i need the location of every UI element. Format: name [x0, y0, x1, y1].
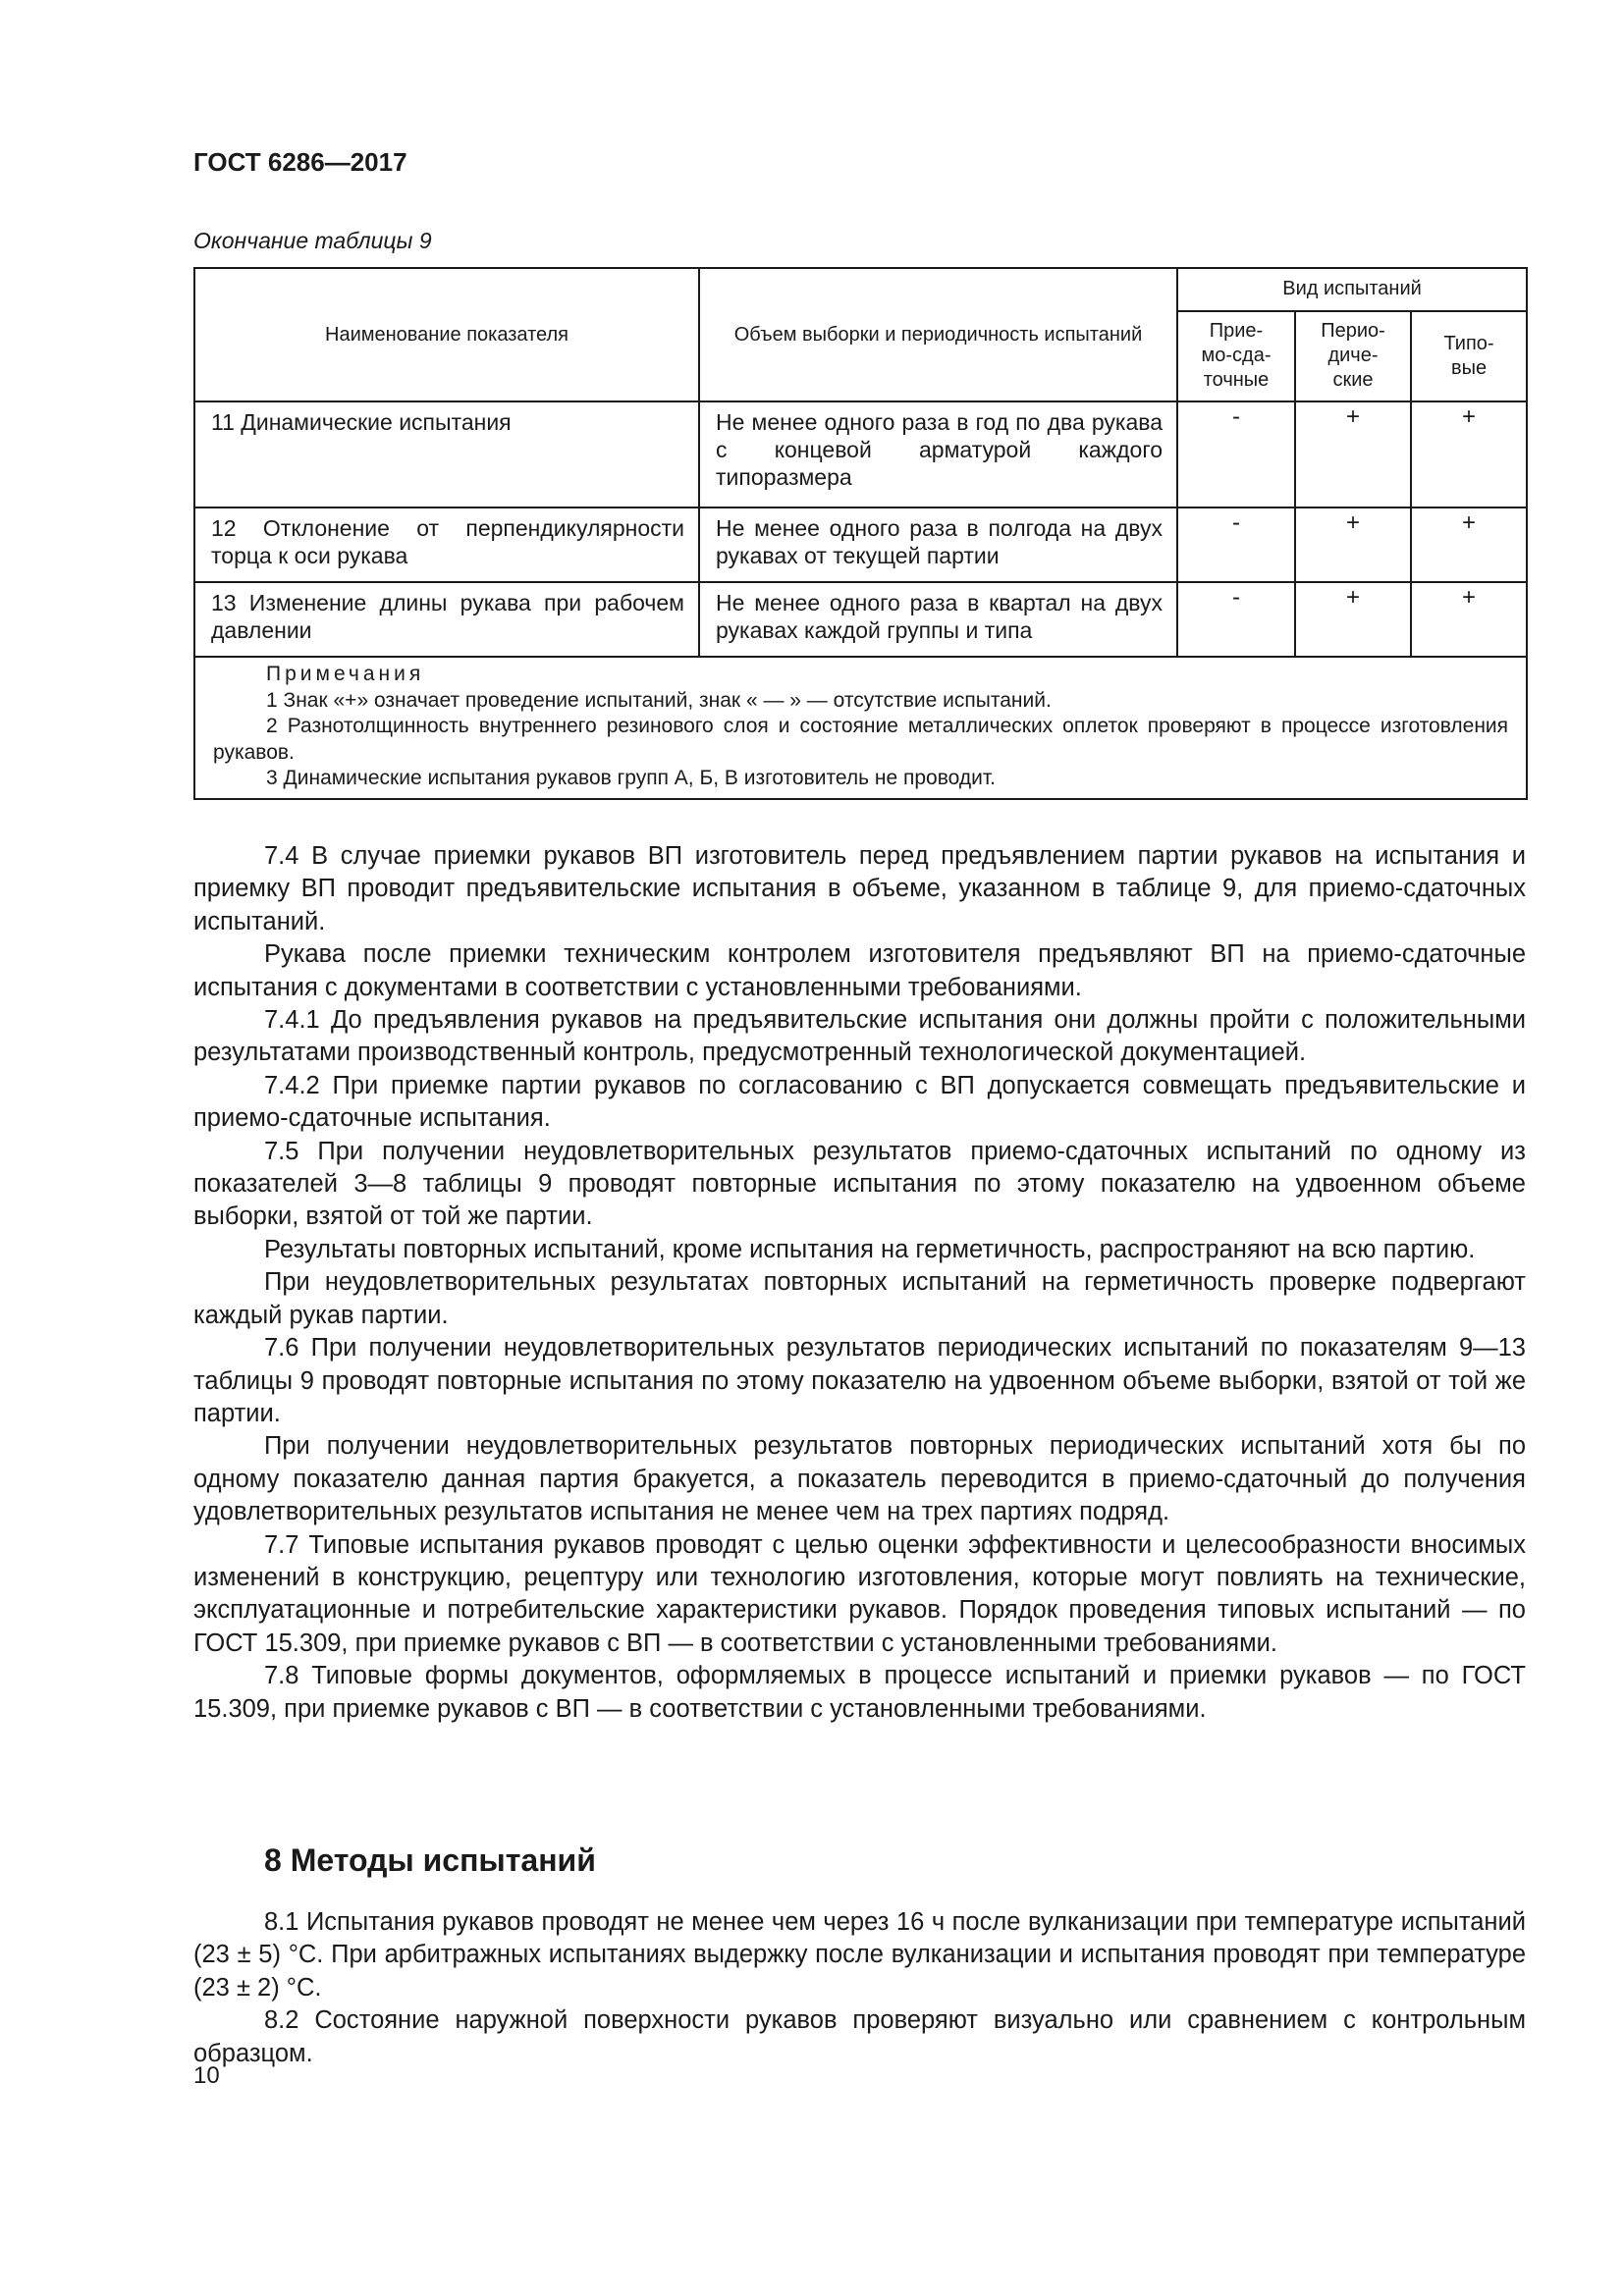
paragraph-7-5: 7.5 При получении неудовлетворительных результатов приемо-сдаточных испытаний по одному из показателей 3—8 таблицы 9 проводят повторные испытания по этому показателю на удвоенном объеме выборки, взятой от той же партии. [193, 1137, 1526, 1231]
note-3: 3 Динамические испытания рукавов групп А, Б, В изготовитель не проводит. [266, 767, 996, 789]
table-row [194, 582, 1527, 657]
paragraph-7-4-2: 7.4.2 При приемке партии рукавов по согласованию с ВП допускается совмещать предъявительские и приемо-сдаточные испытания. [193, 1071, 1526, 1133]
table-9 [193, 267, 1528, 800]
paragraph-7-4-b: Рукава после приемки техническим контролем изготовителя предъявляют ВП на приемо-сдаточные испытания с документами в соответствии с установленными требованиями. [193, 940, 1526, 1001]
header-acceptance-tests: Прие- мо-сда- точные [1177, 311, 1295, 401]
paragraph-8-2: 8.2 Состояние наружной поверхности рукавов проверяют визуально или сравнением с контрольным образцом. [193, 2006, 1526, 2067]
row-type-mark: + [1411, 401, 1527, 507]
row-type-mark: + [1411, 507, 1527, 582]
note-1: 1 Знак «+» означает проведение испытаний, знак « — » — отсутствие испытаний. [266, 688, 1052, 712]
table-row [194, 507, 1527, 582]
table-caption: Окончание таблицы 9 [193, 228, 432, 253]
paragraph-7-6: 7.6 При получении неудовлетворительных результатов периодических испытаний по показателям 9—13 таблицы 9 проводят повторные испытания по этому показателю на удвоенном объеме выборки, взятой от той же партии. [193, 1334, 1526, 1427]
paragraph-7-5-b: Результаты повторных испытаний, кроме испытания на герметичность, распространяют на всю партию. [264, 1235, 1476, 1263]
row-periodic-mark: + [1295, 507, 1411, 582]
paragraph-7-4: 7.4 В случае приемки рукавов ВП изготовитель перед предъявлением партии рукавов на испытания и приемку ВП проводит предъявительские испытания в объеме, указанном в таблице 9, для приемо-сдаточных испытаний. [193, 842, 1526, 935]
row-type-mark: + [1411, 582, 1527, 657]
paragraph-7-4-1: 7.4.1 До предъявления рукавов на предъявительские испытания они должны пройти с положительными результатами производственный контроль, предусмотренный технологической документацией. [193, 1006, 1526, 1067]
page-number: 10 [193, 2062, 220, 2089]
paragraph-7-7: 7.7 Типовые испытания рукавов проводят с целью оценки эффективности и целесообразности вносимых изменений в конструкцию, рецептуру или технологию изготовления, которые могут повлиять на технические, эксплуатационные и потребительские характеристики рукавов. Порядок проведения типовых испытаний — по ГОСТ 15.309, при приемке рукавов с ВП — в соответствии с установленными требованиями. [193, 1530, 1526, 1657]
row-periodic-mark: + [1295, 401, 1411, 507]
row-volume: Не менее одного раза в полгода на двух рукавах от текущей партии [699, 507, 1177, 582]
standard-header: ГОСТ 6286—2017 [193, 147, 407, 177]
paragraph-7-6-b: При получении неудовлетворительных результатов повторных периодических испытаний хотя бы по одному показателю данная партия бракуется, а показатель переводится в приемо-сдаточный до получения удовлетворительных результатов испытания не менее чем на трех партиях подряд. [193, 1432, 1526, 1526]
header-test-kinds: Вид испытаний [1177, 268, 1527, 311]
note-2: 2 Разнотолщинность внутреннего резинового слоя и состояние металлических оплеток проверяют в процессе изготовления рукавов. [213, 715, 1509, 764]
row-volume: Не менее одного раза в квартал на двух рукавах каждой группы и типа [699, 582, 1177, 657]
paragraph-7-8: 7.8 Типовые формы документов, оформляемых в процессе испытаний и приемки рукавов — по ГОСТ 15.309, при приемке рукавов с ВП — в соответствии с установленными требованиями. [193, 1662, 1526, 1723]
section-8-title: 8 Методы испытаний [264, 1842, 596, 1878]
body-text [193, 840, 1526, 1726]
row-acceptance-mark: - [1177, 507, 1295, 582]
notes-title: Примечания [266, 663, 425, 685]
header-type-tests: Типо- вые [1411, 311, 1527, 401]
row-volume: Не менее одного раза в год по два рукава с концевой арматурой каждого типоразмера [699, 401, 1177, 507]
table-notes [194, 657, 1527, 799]
row-acceptance-mark: - [1177, 582, 1295, 657]
row-periodic-mark: + [1295, 582, 1411, 657]
row-acceptance-mark: - [1177, 401, 1295, 507]
section-8-body [193, 1906, 1526, 2070]
header-periodic-tests: Перио- диче- ские [1295, 311, 1411, 401]
header-sample-volume: Объем выборки и периодичность испытаний [699, 268, 1177, 401]
table-notes-row [194, 657, 1527, 799]
row-name: 11 Динамические испытания [194, 401, 699, 507]
table-row [194, 401, 1527, 507]
paragraph-8-1: 8.1 Испытания рукавов проводят не менее чем через 16 ч после вулканизации при температуре испытаний (23 ± 5) °С. При арбитражных испытаниях выдержку после вулканизации и испытания проводят при температуре (23 ± 2) °С. [193, 1908, 1526, 2002]
row-name: 12 Отклонение от перпендикулярности торца к оси рукава [194, 507, 699, 582]
row-name: 13 Изменение длины рукава при рабочем давлении [194, 582, 699, 657]
header-indicator-name: Наименование показателя [194, 268, 699, 401]
paragraph-7-5-c: При неудовлетворительных результатах повторных испытаний на герметичность проверке подвергают каждый рукав партии. [193, 1268, 1526, 1329]
